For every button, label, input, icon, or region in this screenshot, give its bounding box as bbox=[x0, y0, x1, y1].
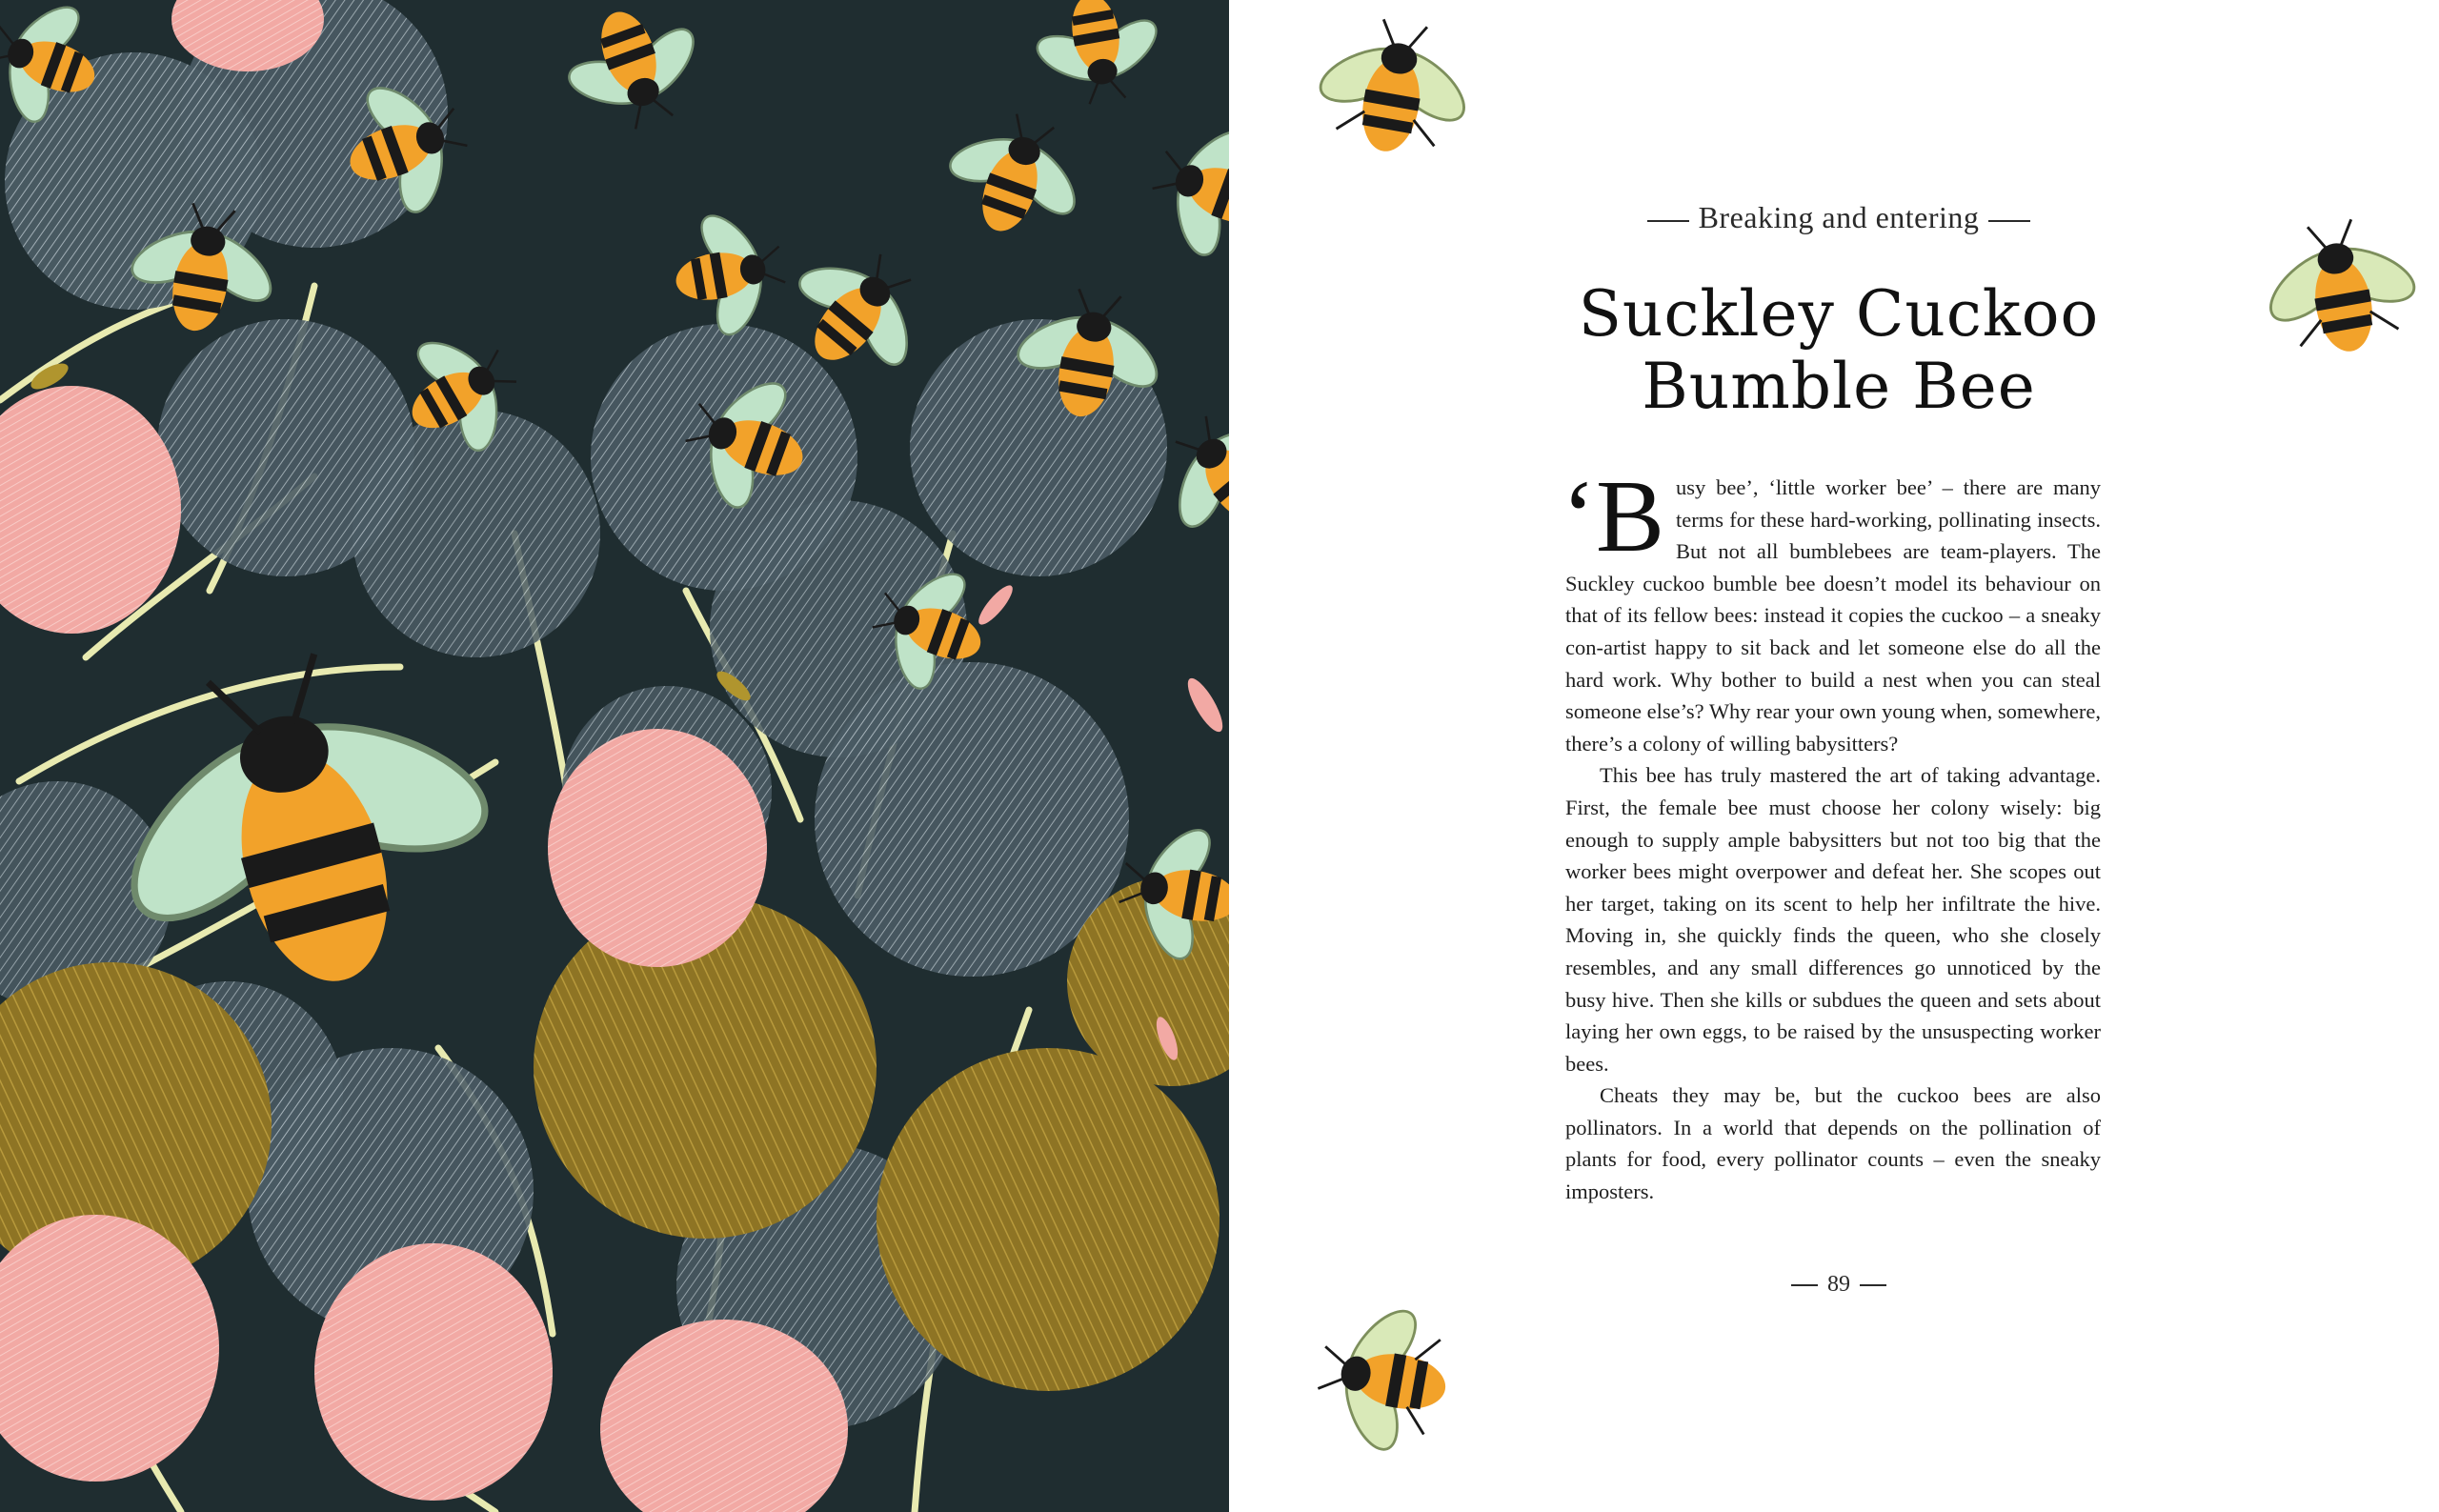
section-dash-left bbox=[1647, 220, 1689, 222]
section-label bbox=[1562, 200, 2115, 235]
page-dash-right bbox=[1860, 1284, 1886, 1286]
article-body bbox=[1562, 460, 2101, 1208]
page-dash-left bbox=[1791, 1284, 1818, 1286]
paragraph-1 bbox=[1562, 460, 2101, 759]
title-line-1: Suckley Cuckoo bbox=[1578, 277, 2100, 351]
page-number bbox=[1782, 1272, 1896, 1298]
title-line-2: Bumble Bee bbox=[1642, 350, 2036, 423]
page-title bbox=[1515, 278, 2163, 423]
paragraph-2: This bee has truly mastered the art of taking advantage. First, the female bee must choose her colony wisely: big enough to supply ample babysitters but not too big that the worker bees might overpower and defeat her. She scopes out her target, taking on its scent to help her infiltrate the hive. Moving in, she quickly finds the queen, who she closely resembles, and any small differences go unnoticed by the busy hive. Then she kills or subdues the queen and sets about laying her own eggs, to be raised by the unsuspecting worker bees. bbox=[1565, 763, 2101, 1076]
paragraph-1-text: usy bee’, ‘little worker bee’ – there are many terms for these hard-working, pollinating insects. But not all bumblebees are team-players. The Suckley cuckoo bumble bee doesn’t model its behaviour on that of its fellow bees: instead it copies the cuckoo – a sneaky con-artist happy to sit back and let someone else do all the hard work. Why bother to build a nest when you can steal someone else’s? Why rear your own young when, somewhere, there’s a colony of willing babysitters? bbox=[1565, 475, 2101, 756]
drop-cap: ‘B bbox=[1562, 460, 1664, 574]
page-number-text: 89 bbox=[1827, 1272, 1850, 1297]
section-label-text: Breaking and entering bbox=[1698, 200, 1980, 234]
section-dash-right bbox=[1988, 220, 2030, 222]
paragraph-3: Cheats they may be, but the cuckoo bees are also pollinators. In a world that depends on the pollination of plants for food, every pollinator counts – even the sneaky imposters. bbox=[1565, 1083, 2101, 1204]
